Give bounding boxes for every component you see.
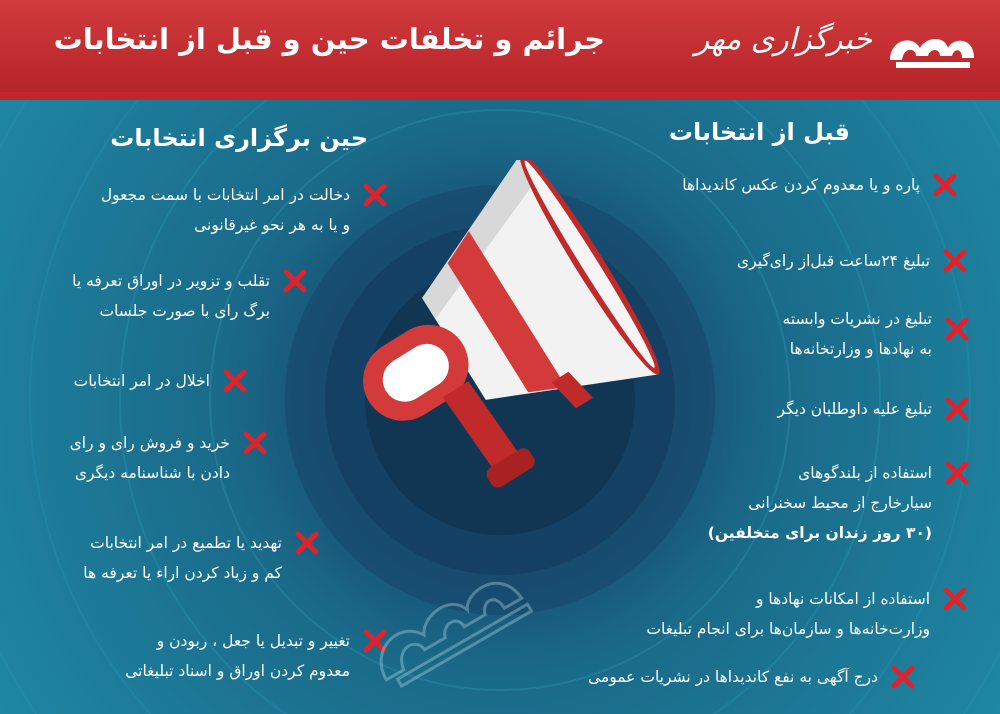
before-election-title: قبل از انتخابات <box>668 118 850 146</box>
mehr-logo-icon <box>882 14 982 84</box>
list-item: تبلیغ ۲۴ساعت قبل‌از رای‌گیری <box>737 246 930 276</box>
list-item: استفاده از امکانات نهادها و وزارت‌خانه‌ها و سازمان‌ها برای انجام تبلیغات <box>646 584 930 644</box>
logo <box>682 8 982 88</box>
list-item: دخالت در امر انتخابات با سمت مجعول و یا به هر نحو غیرقانونی <box>101 180 350 240</box>
list-item: تبلیغ در نشریات وابسته به نهادها و وزارتخانه‌ها <box>783 304 932 364</box>
during-election-title: حین برگزاری انتخابات <box>110 124 368 152</box>
x-mark-icon <box>944 460 970 486</box>
x-mark-icon <box>942 586 968 612</box>
x-mark-icon <box>932 172 958 198</box>
list-item: پاره و یا معدوم کردن عکس کاندیداها <box>682 170 920 200</box>
list-item: اخلال در امر انتخابات <box>74 366 210 396</box>
x-mark-icon <box>942 248 968 274</box>
x-mark-icon <box>282 268 308 294</box>
list-item: تغییر و تبدیل یا جعل ، ربودن و معدوم کردن اوراق و اسناد تبلیغاتی <box>125 626 350 686</box>
list-item: تقلب و تزویر در اوراق تعرفه یا برگ رای یا صورت جلسات <box>72 266 270 326</box>
x-mark-icon <box>242 430 268 456</box>
x-mark-icon <box>944 396 970 422</box>
x-mark-icon <box>222 368 248 394</box>
megaphone-icon <box>320 160 660 540</box>
logo-text: خبرگزاری مهر <box>694 22 872 57</box>
watermark-logo <box>345 545 555 695</box>
page-title: جرائم و تخلفات حین و قبل از انتخابات <box>53 22 605 56</box>
header-divider <box>0 92 1000 100</box>
list-item: درج آگهی به نفع کاندیداها در نشریات عمومی <box>588 662 878 692</box>
x-mark-icon <box>944 316 970 342</box>
list-item: تهدید یا تطمیع در امر انتخابات کم و زیاد کردن اراء یا تعرفه ها <box>83 528 282 588</box>
list-item: استفاده از بلندگوهای سیارخارج از محیط سخنرانی (۳۰ روز زندان برای متخلفین) <box>708 458 932 548</box>
list-item: تبلیغ علیه داوطلبان دیگر <box>778 394 932 424</box>
x-mark-icon <box>294 530 320 556</box>
x-mark-icon <box>890 664 916 690</box>
list-item: خرید و فروش رای و رای دادن با شناسنامه دیگری <box>70 428 230 488</box>
